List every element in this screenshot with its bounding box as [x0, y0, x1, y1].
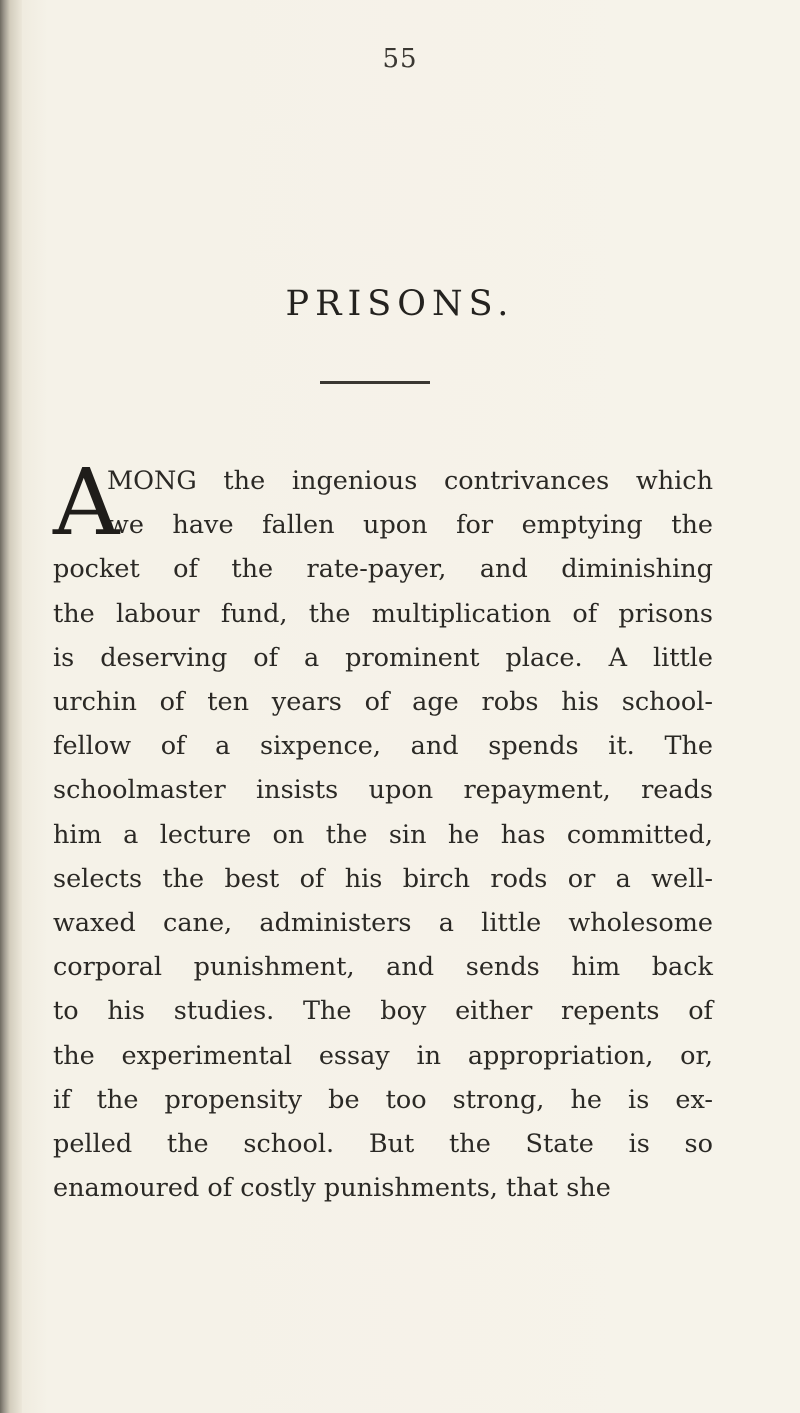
text-line-12: corporal punishment, and sends him back: [53, 952, 713, 983]
text-line-16: pelled the school. But the State is so: [53, 1129, 713, 1160]
body-text: [53, 449, 713, 1210]
text-line-2: we have fallen upon for emptying the: [107, 510, 713, 541]
text-line-6: urchin of ten years of age robs his school-: [53, 687, 713, 718]
text-line-13: to his studies. The boy either repents of: [53, 996, 713, 1027]
text-line-10: selects the best of his birch rods or a well-: [53, 863, 713, 894]
page-number: 55: [382, 44, 418, 74]
title-rule: [320, 381, 430, 384]
text-line-7: fellow of a sixpence, and spends it. The: [53, 731, 713, 762]
text-line-4: the labour fund, the multiplication of prisons: [53, 598, 713, 629]
text-line-9: him a lecture on the sin he has committed,: [53, 819, 713, 850]
text-line-8: schoolmaster insists upon repayment, reads: [53, 775, 713, 806]
drop-cap: A: [53, 449, 120, 556]
chapter-title: PRISONS.: [285, 284, 515, 324]
text-line-3: pocket of the rate-payer, and diminishing: [53, 554, 713, 585]
text-line-17: enamoured of costly punishments, that she: [53, 1173, 611, 1204]
text-line-5: is deserving of a prominent place. A little: [53, 642, 713, 673]
text-line-1-content: MONG the ingenious contrivances which: [107, 466, 713, 496]
text-line-14: the experimental essay in appropriation, or,: [53, 1040, 713, 1071]
binding-edge: [0, 0, 22, 1413]
text-line-15: if the propensity be too strong, he is ex-: [53, 1084, 713, 1115]
text-line-11: waxed cane, administers a little wholesome: [53, 908, 713, 939]
